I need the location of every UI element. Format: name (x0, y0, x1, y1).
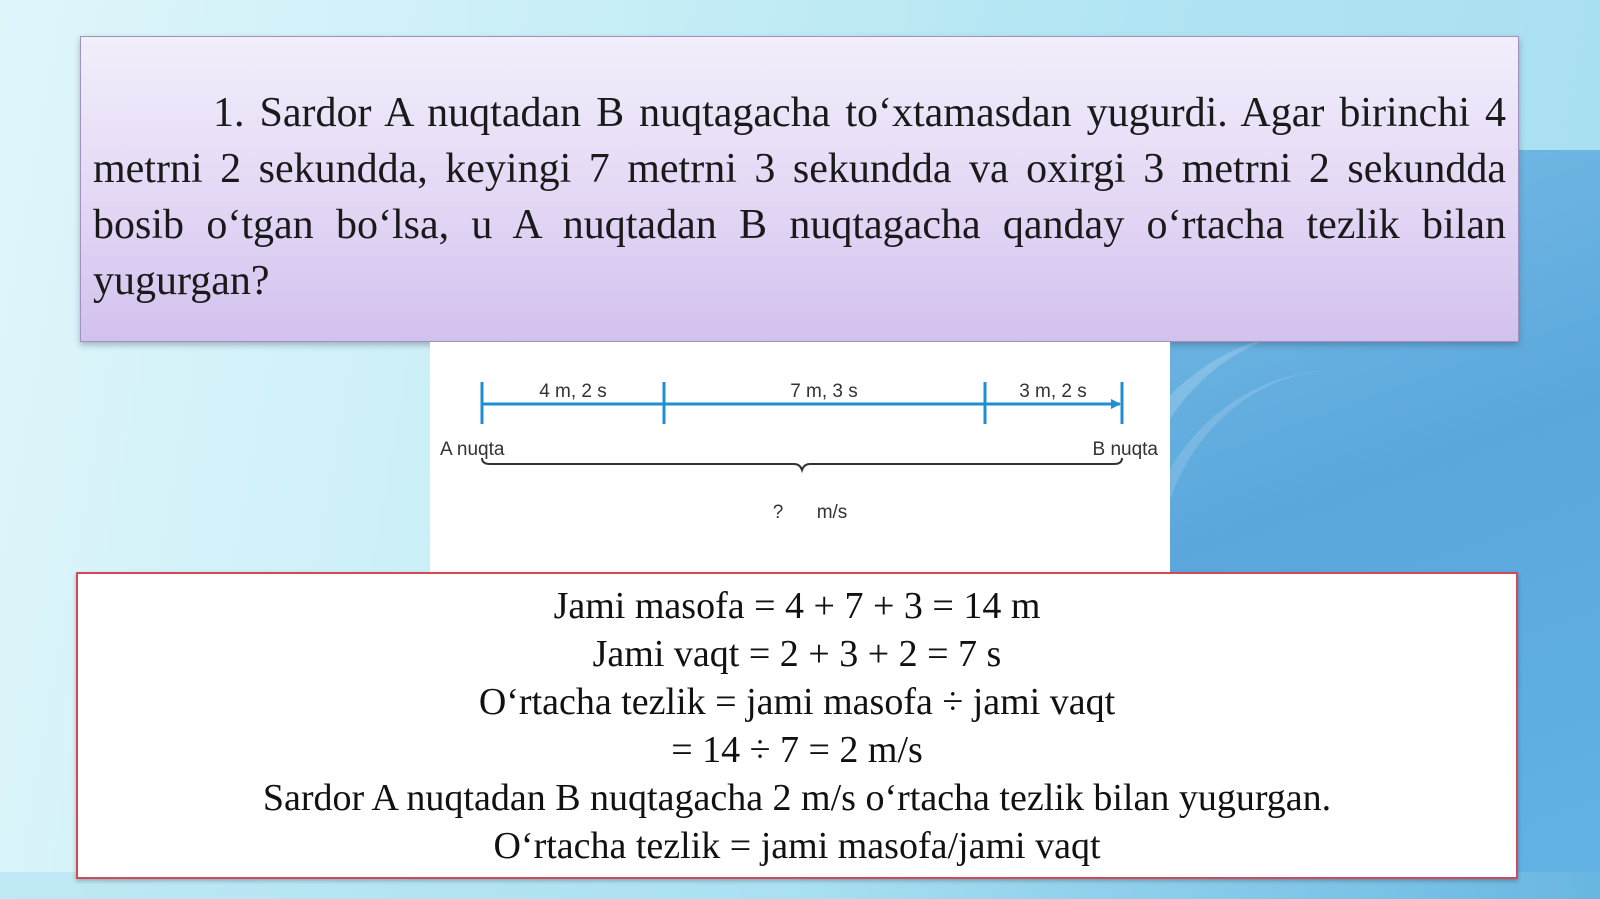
segment-3-label: 3 m, 2 s (1019, 381, 1087, 402)
solution-box (76, 572, 1518, 879)
end-point-label: B nuqta (1092, 439, 1158, 460)
formula-summary-line: O‘rtacha tezlik = jami masofa/jami vaqt (493, 825, 1101, 867)
segment-2-label: 7 m, 3 s (790, 381, 858, 402)
motion-diagram (430, 342, 1170, 572)
motion-diagram-svg (430, 342, 1170, 572)
question-box (80, 36, 1519, 342)
speed-unit-label: m/s (816, 502, 848, 523)
total-distance-line: Jami masofa = 4 + 7 + 3 = 14 m (553, 585, 1041, 627)
conclusion-line: Sardor A nuqtadan B nuqtagacha 2 m/s o‘rtacha tezlik bilan yugurgan. (262, 777, 1332, 819)
average-speed-formula-line: O‘rtacha tezlik = jami masofa ÷ jami vaqt (478, 681, 1116, 723)
average-speed-calculation-line: = 14 ÷ 7 = 2 m/s (671, 729, 923, 771)
segment-1-label: 4 m, 2 s (539, 381, 607, 402)
unknown-speed-label: ? (772, 502, 784, 523)
total-distance-brace (482, 458, 1122, 470)
question-text: 1. Sardor A nuqtadan B nuqtagacha to‘xtamasdan yugurdi. Agar birinchi 4 metrni 2 sekundda, keyingi 7 metrni 3 sekundda va oxirgi 3 metrni 2 sekundda bosib o‘tgan bo‘lsa, u A nuqtadan B nuqtagacha qanday o‘rtacha tezlik bilan yugurgan? (93, 90, 1506, 304)
start-point-label: A nuqta (440, 439, 505, 460)
total-time-line: Jami vaqt = 2 + 3 + 2 = 7 s (592, 633, 1002, 675)
